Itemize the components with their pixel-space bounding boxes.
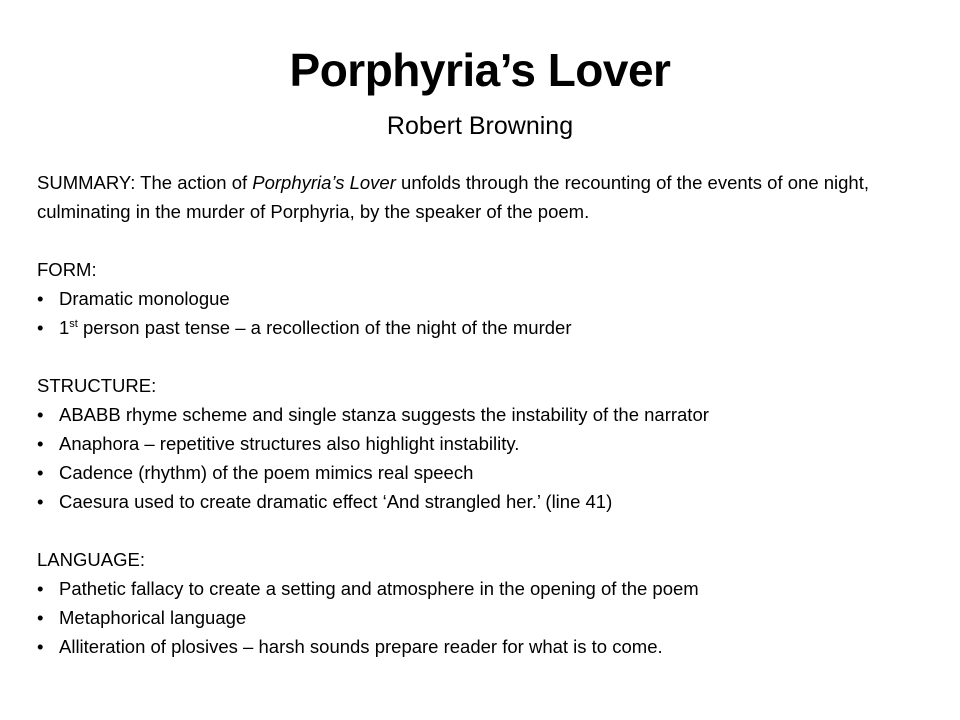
language-list (37, 574, 927, 661)
structure-item: • ABABB rhyme scheme and single stanza suggests the instability of the narrator (37, 400, 927, 429)
form-item-2-sup: st (69, 317, 78, 330)
summary-sep: : (130, 172, 141, 193)
spacer (37, 226, 927, 255)
spacer (37, 516, 927, 545)
form-item-2 (37, 313, 927, 342)
language-heading (37, 545, 927, 574)
structure-label: STRUCTURE (37, 375, 152, 396)
structure-item: • Anaphora – repetitive structures also highlight instability. (37, 429, 927, 458)
slide-title: Porphyria’s Lover (289, 44, 671, 96)
form-sep: : (91, 259, 97, 280)
form-item-1: • Dramatic monologue (37, 284, 927, 313)
slide-content (37, 168, 927, 661)
structure-item: • Caesura used to create dramatic effect ‘And strangled her.’ (line 41) (37, 487, 927, 516)
summary-text-before: The action of (140, 172, 253, 193)
summary-paragraph (37, 168, 927, 226)
structure-list (37, 400, 927, 516)
summary-italic-title: Porphyria’s Lover (252, 172, 396, 193)
form-item-2-rest: person past tense – a recollection of the night of the murder (77, 317, 572, 338)
slide-subtitle: Robert Browning (386, 112, 574, 140)
language-sep: : (139, 549, 145, 570)
spacer (37, 342, 927, 371)
language-item: • Metaphorical language (37, 603, 927, 632)
summary-label: SUMMARY (37, 172, 131, 193)
language-item: • Alliteration of plosives – harsh sounds prepare reader for what is to come. (37, 632, 927, 661)
language-label: LANGUAGE (37, 549, 140, 570)
form-label: FORM (37, 259, 92, 280)
language-item: • Pathetic fallacy to create a setting and atmosphere in the opening of the poem (37, 574, 927, 603)
form-item-2-num: 1 (59, 317, 70, 338)
form-list (37, 284, 927, 342)
form-heading (37, 255, 927, 284)
structure-sep: : (151, 375, 157, 396)
structure-heading (37, 371, 927, 400)
summary-text-after: unfolds through the recounting of the events of one night, culminating in the murder of Porphyria, by the speaker of the poem. (37, 172, 870, 222)
structure-item: • Cadence (rhythm) of the poem mimics real speech (37, 458, 927, 487)
